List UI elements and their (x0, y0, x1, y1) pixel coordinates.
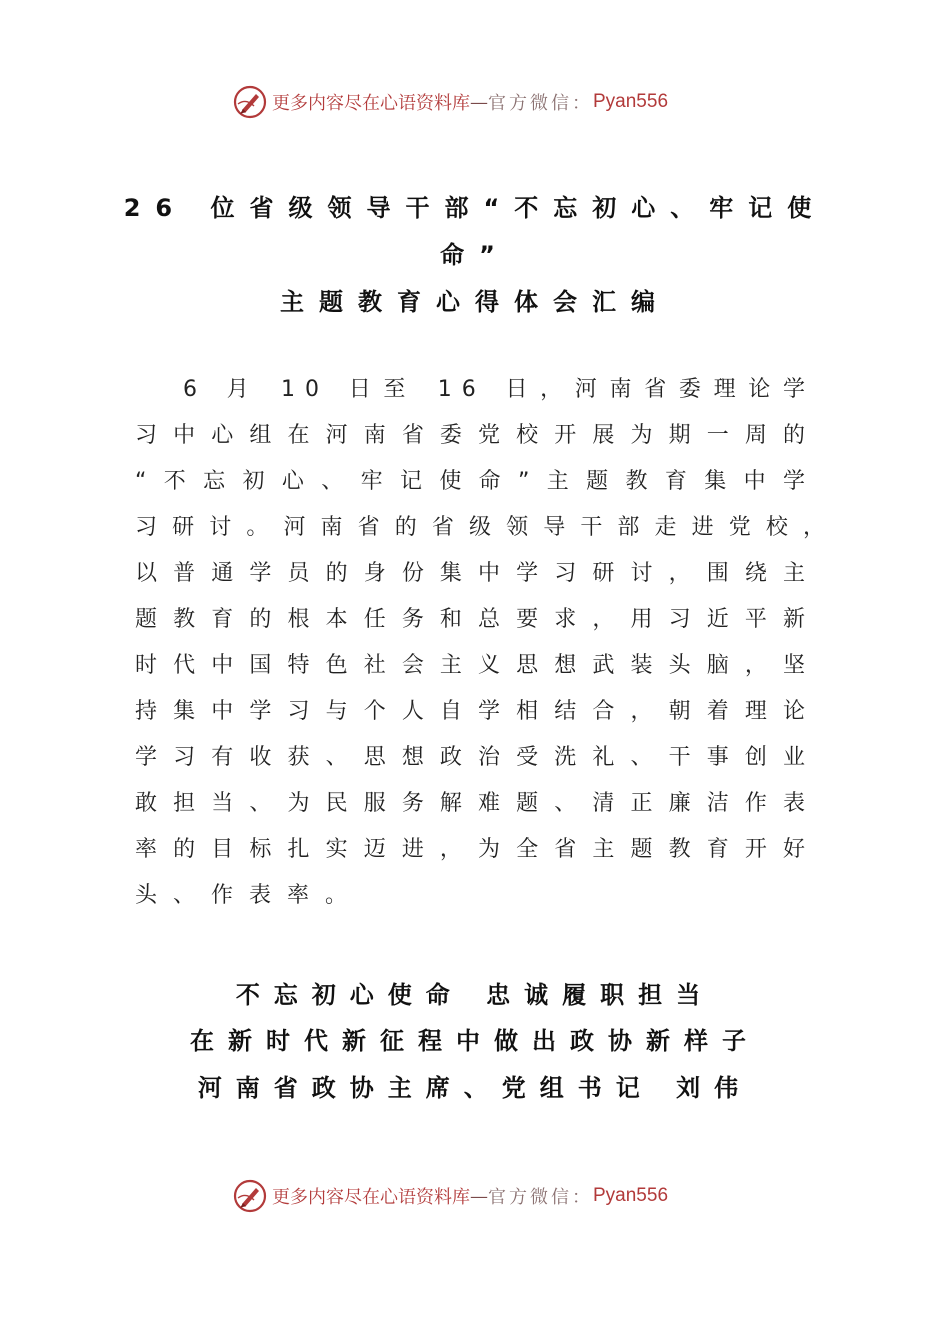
banner-brand: 更多内容尽在心语资料库 (272, 93, 470, 114)
document-title-line-2: 命” (440, 241, 510, 269)
banner-wechat-id: Pyan556 (593, 91, 669, 112)
paragraph-line: “不忘初心、牢记使命”主题教育集中学 (135, 469, 815, 494)
section-heading-line-2: 在新时代新征程中做出政协新样子 (190, 1027, 760, 1055)
document-title-line-1: 26 位省级领导干部“不忘初心、牢记使 (123, 194, 827, 222)
paragraph-line: 时代中国特色社会主义思想武装头脑，坚 (135, 653, 815, 678)
header-banner (232, 84, 668, 120)
banner-separator: — (470, 91, 488, 113)
banner-official-label: 官方微信： (488, 93, 593, 114)
document-title-line-3: 主题教育心得体会汇编 (280, 288, 670, 316)
pen-logo-icon (232, 84, 268, 120)
section-heading-line-1: 不忘初心使命 忠诚履职担当 (235, 981, 715, 1009)
paragraph-line: 学习有收获、思想政治受洗礼、干事创业 (135, 745, 815, 770)
paragraph-line: 习研讨。河南省的省级领导干部走进党校， (135, 515, 835, 540)
paragraph-line: 头、作表率。 (135, 883, 364, 908)
banner-brand: 更多内容尽在心语资料库 (272, 1187, 470, 1208)
paragraph-line: 6 月 10 日至 16 日，河南省委理论学 (183, 377, 815, 402)
paragraph-line: 习中心组在河南省委党校开展为期一周的 (135, 423, 815, 448)
footer-banner (232, 1178, 668, 1214)
paragraph-line: 以普通学员的身份集中学习研讨，围绕主 (135, 561, 815, 586)
paragraph-line: 题教育的根本任务和总要求，用习近平新 (135, 607, 815, 632)
banner-wechat-id: Pyan556 (593, 1185, 669, 1206)
section-author-line: 河南省政协主席、党组书记 刘伟 (197, 1074, 753, 1102)
paragraph-line: 持集中学习与个人自学相结合，朝着理论 (135, 699, 815, 724)
paragraph-line: 率的目标扎实迈进，为全省主题教育开好 (135, 837, 815, 862)
banner-separator: — (470, 1185, 488, 1207)
paragraph-line: 敢担当、为民服务解难题、清正廉洁作表 (135, 791, 815, 816)
banner-official-label: 官方微信： (488, 1187, 593, 1208)
pen-logo-icon (232, 1178, 268, 1214)
